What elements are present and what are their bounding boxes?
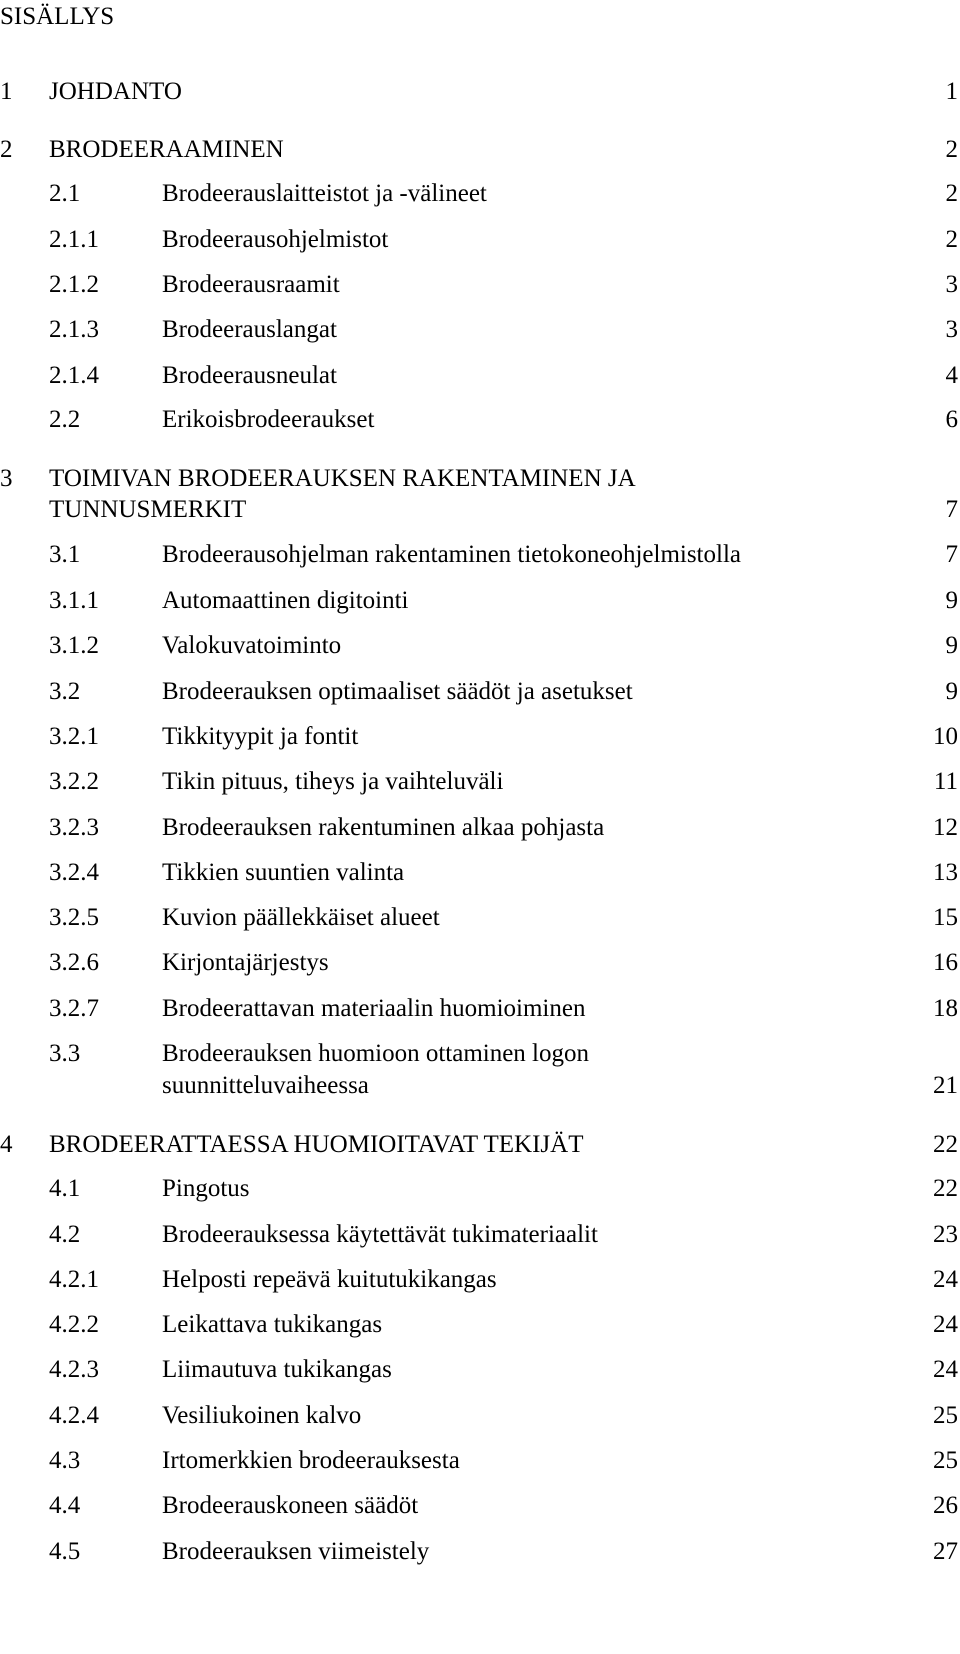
- toc-entry-text: Brodeerausohjelmistot: [162, 226, 389, 253]
- toc-entry-number: 4.5: [49, 1538, 81, 1565]
- toc-entry-page-number: 9: [945, 587, 958, 614]
- toc-entry-text: Kuvion päällekkäiset alueet: [162, 904, 440, 931]
- toc-entry-page-number: 12: [933, 814, 958, 841]
- toc-entry-number: 1: [0, 78, 13, 105]
- toc-title: SISÄLLYS: [0, 3, 115, 30]
- toc-entry-page-number: 25: [933, 1447, 958, 1474]
- toc-entry-text: Erikoisbrodeeraukset: [162, 406, 375, 433]
- toc-entry-text-continued: TUNNUSMERKIT: [49, 496, 247, 523]
- toc-entry-text: BRODEERAAMINEN: [49, 136, 284, 163]
- toc-entry-number: 4.2.2: [49, 1311, 99, 1338]
- toc-entry-number: 2.1.3: [49, 316, 99, 343]
- toc-entry-number: 4.1: [49, 1175, 81, 1202]
- toc-entry-text: TOIMIVAN BRODEERAUKSEN RAKENTAMINEN JA: [49, 465, 636, 492]
- toc-entry-page-number: 13: [933, 859, 958, 886]
- toc-entry-number: 3.3: [49, 1040, 81, 1067]
- toc-entry-page-number: 16: [933, 949, 958, 976]
- toc-entry-number: 4.2.1: [49, 1266, 99, 1293]
- toc-entry-page-number: 24: [933, 1356, 958, 1383]
- toc-entry-page-number: 26: [933, 1492, 958, 1519]
- toc-entry-number: 4.4: [49, 1492, 81, 1519]
- toc-entry-number: 2: [0, 136, 13, 163]
- toc-entry-page-number: 27: [933, 1538, 958, 1565]
- toc-entry-number: 3.1.1: [49, 587, 99, 614]
- toc-entry-page-number: 7: [945, 496, 958, 523]
- toc-entry-number: 4: [0, 1131, 13, 1158]
- toc-entry-number: 4.2.4: [49, 1402, 99, 1429]
- toc-entry-text: Helposti repeävä kuitutukikangas: [162, 1266, 497, 1293]
- toc-entry-number: 3.1: [49, 541, 81, 568]
- toc-entry-page-number: 22: [933, 1175, 958, 1202]
- toc-entry-page-number: 22: [933, 1131, 958, 1158]
- toc-entry-page-number: 25: [933, 1402, 958, 1429]
- toc-entry-text: Tikkityypit ja fontit: [162, 723, 359, 750]
- toc-entry-number: 3.2.2: [49, 768, 99, 795]
- toc-entry-text: Kirjontajärjestys: [162, 949, 329, 976]
- toc-entry-text: Brodeerauskoneen säädöt: [162, 1492, 419, 1519]
- toc-entry-page-number: 11: [933, 768, 958, 795]
- toc-entry-number: 3.2.7: [49, 995, 99, 1022]
- toc-entry-number: 2.1.2: [49, 271, 99, 298]
- toc-entry-text: Leikattava tukikangas: [162, 1311, 383, 1338]
- toc-entry-page-number: 10: [933, 723, 958, 750]
- toc-entry-text: Automaattinen digitointi: [162, 587, 409, 614]
- toc-entry-page-number: 2: [945, 180, 958, 207]
- toc-entry-number: 4.3: [49, 1447, 81, 1474]
- toc-entry-text: Liimautuva tukikangas: [162, 1356, 392, 1383]
- toc-entry-page-number: 21: [933, 1072, 958, 1099]
- toc-entry-page-number: 9: [945, 632, 958, 659]
- toc-entry-number: 3.2.5: [49, 904, 99, 931]
- toc-entry-number: 2.1.4: [49, 362, 99, 389]
- toc-entry-text: Pingotus: [162, 1175, 250, 1202]
- toc-entry-page-number: 2: [945, 226, 958, 253]
- toc-entry-page-number: 23: [933, 1221, 958, 1248]
- toc-entry-text: Vesiliukoinen kalvo: [162, 1402, 362, 1429]
- toc-entry-page-number: 4: [945, 362, 958, 389]
- toc-entry-text: Brodeerauksen huomioon ottaminen logon: [162, 1040, 590, 1067]
- toc-entry-number: 3.2.1: [49, 723, 99, 750]
- toc-entry-text: Brodeerausneulat: [162, 362, 337, 389]
- toc-entry-text: BRODEERATTAESSA HUOMIOITAVAT TEKIJÄT: [49, 1131, 584, 1158]
- toc-entry-text: Tikin pituus, tiheys ja vaihteluväli: [162, 768, 504, 795]
- toc-entry-text-continued: suunnitteluvaiheessa: [162, 1072, 369, 1099]
- toc-entry-text: Valokuvatoiminto: [162, 632, 342, 659]
- toc-entry-page-number: 1: [945, 78, 958, 105]
- toc-entry-number: 3.2: [49, 678, 81, 705]
- toc-entry-page-number: 24: [933, 1266, 958, 1293]
- toc-entry-text: Brodeerausraamit: [162, 271, 340, 298]
- toc-entry-number: 4.2: [49, 1221, 81, 1248]
- toc-entry-text: Brodeerattavan materiaalin huomioiminen: [162, 995, 586, 1022]
- toc-entry-text: Brodeerauksessa käytettävät tukimateriaalit: [162, 1221, 598, 1248]
- toc-entry-text: Irtomerkkien brodeerauksesta: [162, 1447, 460, 1474]
- toc-entry-number: 3.2.3: [49, 814, 99, 841]
- toc-entry-number: 2.2: [49, 406, 81, 433]
- toc-entry-page-number: 6: [945, 406, 958, 433]
- toc-entry-page-number: 3: [945, 316, 958, 343]
- toc-entry-number: 2.1: [49, 180, 81, 207]
- toc-entry-text: Brodeerauslaitteistot ja -välineet: [162, 180, 487, 207]
- toc-entry-number: 2.1.1: [49, 226, 99, 253]
- toc-entry-text: Brodeerauksen optimaaliset säädöt ja asetukset: [162, 678, 633, 705]
- toc-entry-text: Brodeerauksen viimeistely: [162, 1538, 430, 1565]
- toc-entry-page-number: 3: [945, 271, 958, 298]
- toc-entry-page-number: 15: [933, 904, 958, 931]
- toc-entry-number: 3: [0, 465, 13, 492]
- toc-entry-number: 3.2.6: [49, 949, 99, 976]
- toc-entry-number: 3.1.2: [49, 632, 99, 659]
- toc-entry-page-number: 24: [933, 1311, 958, 1338]
- toc-entry-text: Tikkien suuntien valinta: [162, 859, 405, 886]
- toc-entry-page-number: 18: [933, 995, 958, 1022]
- toc-entry-number: 3.2.4: [49, 859, 99, 886]
- toc-entry-page-number: 2: [945, 136, 958, 163]
- toc-entry-text: Brodeerauksen rakentuminen alkaa pohjasta: [162, 814, 605, 841]
- toc-entry-number: 4.2.3: [49, 1356, 99, 1383]
- toc-entry-page-number: 9: [945, 678, 958, 705]
- toc-entry-text: Brodeerauslangat: [162, 316, 337, 343]
- toc-entry-page-number: 7: [945, 541, 958, 568]
- toc-entry-text: JOHDANTO: [49, 78, 182, 105]
- toc-entry-text: Brodeerausohjelman rakentaminen tietokoneohjelmistolla: [162, 541, 741, 568]
